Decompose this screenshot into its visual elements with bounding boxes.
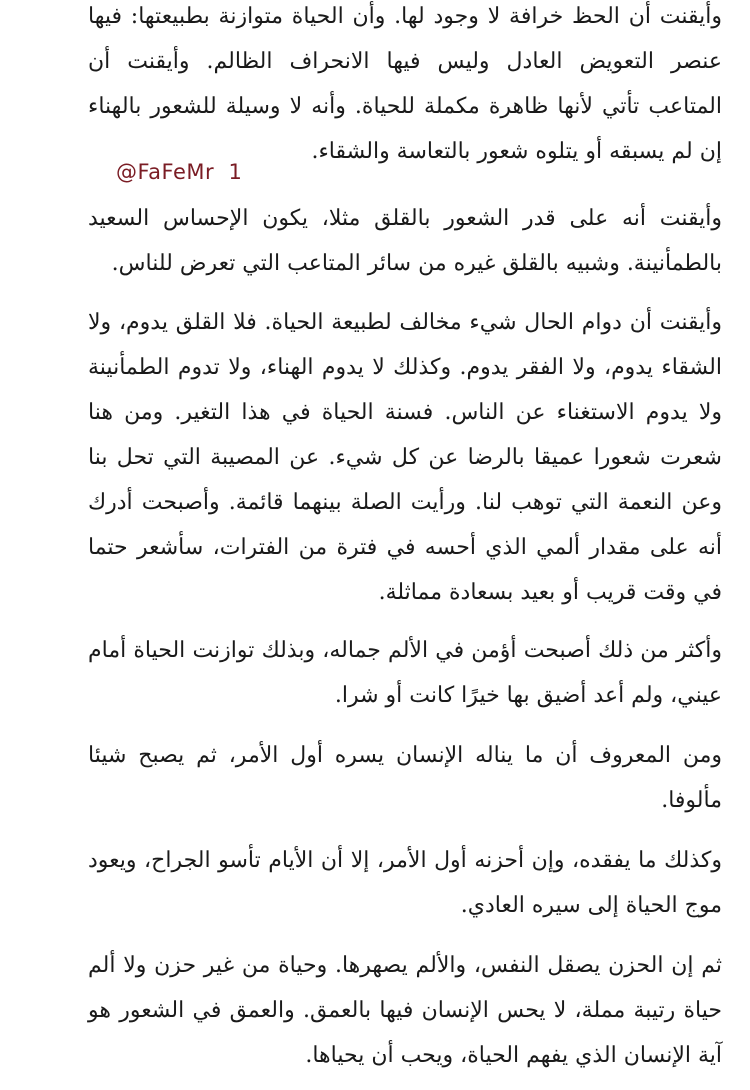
paragraph-gain-becomes-familiar: ومن المعروف أن ما يناله الإنسان يسره أول الأمر، ثم يصبح شيئا مألوفا. bbox=[88, 743, 722, 813]
paragraph-beauty-of-pain: وأكثر من ذلك أصبحت أؤمن في الألم جماله، وبذلك توازنت الحياة أمام عيني، ولم أعد أضيق بها خيرًا كانت أو شرا. bbox=[88, 638, 722, 708]
paragraph-luck-and-balance: وأيقنت أن الحظ خرافة لا وجود لها. وأن الحياة متوازنة بطبيعتها: فيها عنصر التعويض العادل وليس فيها الانحراف الظالم. وأيقنت أن المتاعب تأتي لأنها ظاهرة مكملة للحياة. وأنه لا وسيلة للشعور بالهناء إن لم يسبقه أو يتلوه شعور بالتعاسة والشقاء. bbox=[88, 4, 722, 164]
paragraph-sorrow-refines-soul: ثم إن الحزن يصقل النفس، والألم يصهرها. وحياة من غير حزن ولا ألم حياة رتيبة مملة، لا يحس الإنسان فيها بالعمق. والعمق في الشعور هو آية الإنسان الذي يفهم الحياة، ويحب أن يحياها. bbox=[88, 953, 722, 1068]
watermark-handle: @FaFeMr 1 bbox=[116, 160, 243, 184]
paragraph-anxiety-and-tranquility: وأيقنت أنه على قدر الشعور بالقلق مثلا، يكون الإحساس السعيد بالطمأنينة. وشبيه بالقلق غيره من سائر المتاعب التي تعرض للناس. bbox=[88, 206, 722, 276]
paragraph-loss-heals: وكذلك ما يفقده، وإن أحزنه أول الأمر، إلا أن الأيام تأسو الجراح، ويعود موج الحياة إلى سيره العادي. bbox=[88, 848, 722, 918]
paragraph-nothing-lasts: وأيقنت أن دوام الحال شيء مخالف لطبيعة الحياة. فلا القلق يدوم، ولا الشقاء يدوم، ولا الفقر يدوم. وكذلك لا يدوم الهناء، ولا تدوم الطمأنينة ولا يدوم الاستغناء عن الناس. فسنة الحياة في هذا التغير. ومن هنا شعرت شعورا عميقا بالرضا عن كل شيء. عن المصيبة التي تحل بنا وعن النعمة التي توهب لنا. ورأيت الصلة بينهما قائمة. وأصبحت أدرك أنه على مقدار ألمي الذي أحسه في فترة من الفترات، سأشعر حتما في وقت قريب أو بعيد بسعادة مماثلة. bbox=[88, 310, 722, 605]
